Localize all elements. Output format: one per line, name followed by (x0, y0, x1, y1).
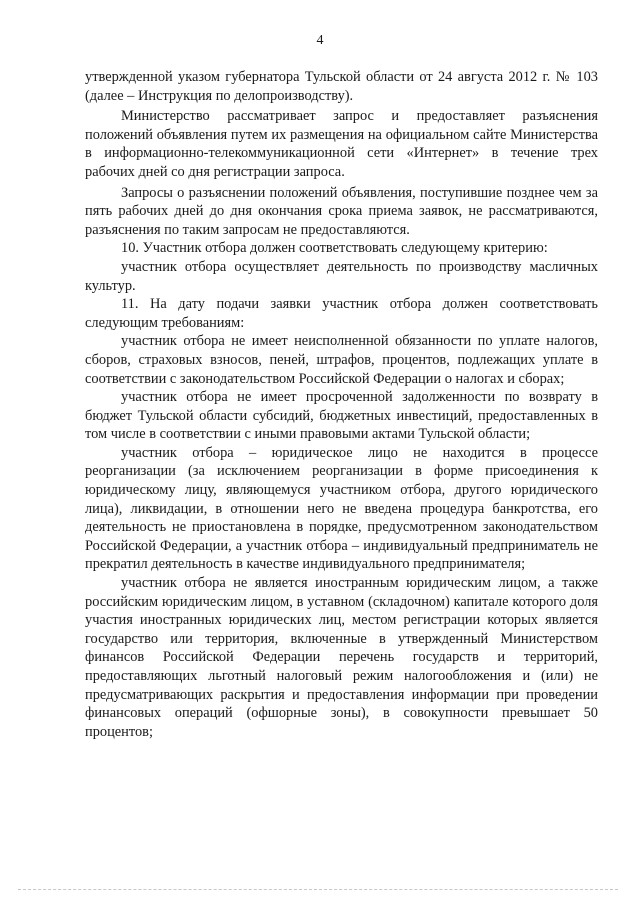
paragraph-requirement-foreign: участник отбора не является иностранным юридическим лицом, а также российским юридическим лицом, в уставном (складочном) капитале которого доля участия иностранных юридических лиц, местом регистрации которых является государство или территория, включенные в утвержденный Министерством финансов Российской Федерации перечень государств и территорий, предоставляющих льготный налоговый режим налогообложения и (или) не предусматривающих раскрытия и предоставления информации при проведении финансовых операций (офшорные зоны), в совокупности превышает 50 процентов; (85, 575, 598, 740)
scan-edge-artifact (18, 889, 618, 890)
paragraph-instruction-reference: утвержденной указом губернатора Тульской области от 24 августа 2012 г. № 103 (далее – Инструкция по делопроизводству). (85, 69, 598, 104)
paragraph-requirement-taxes: участник отбора не имеет неисполненной обязанности по уплате налогов, сборов, страховых взносов, пеней, штрафов, процентов, подлежащих уплате в соответствии с законодательством Российской Федерации о налогах и сборах; (85, 333, 598, 387)
paragraph-requirement-debt: участник отбора не имеет просроченной задолженности по возврату в бюджет Тульской области субсидий, бюджетных инвестиций, предоставленных в том числе в соответствии с иными правовыми актами Тульской области; (85, 389, 598, 443)
paragraph-criterion-10: 10. Участник отбора должен соответствовать следующему критерию: (121, 240, 548, 257)
paragraph-criterion-activity: участник отбора осуществляет деятельность по производству масличных культур. (85, 258, 598, 294)
paragraph-clarification-procedure: Министерство рассматривает запрос и предоставляет разъяснения положений объявления путем их размещения на официальном сайте Министерства в информационно-телекоммуникационной сети «Интернет» в течение трех рабочих дней со дня регистрации запроса. (85, 108, 598, 180)
document-body (85, 68, 598, 741)
paragraph-late-requests: Запросы о разъяснении положений объявления, поступившие позднее чем за пять рабочих дней до дня окончания срока приема заявок, не рассматриваются, разъяснения по таким запросам не предоставляются. (85, 184, 598, 238)
paragraph-requirement-reorganization: участник отбора – юридическое лицо не находится в процессе реорганизации (за исключением реорганизации в форме присоединения к юридическому лицу, являющемуся участником отбора, другого юридического лица), ликвидации, в отношении него не введена процедура банкротства, его деятельность не приостановлена в порядке, предусмотренном законодательством Российской Федерации, а участник отбора – индивидуальный предприниматель не прекратил деятельность в качестве индивидуального предпринимателя; (85, 444, 598, 573)
paragraph-requirements-11: 11. На дату подачи заявки участник отбора должен соответствовать следующим требованиям: (85, 296, 598, 331)
page-number: 4 (316, 33, 324, 48)
